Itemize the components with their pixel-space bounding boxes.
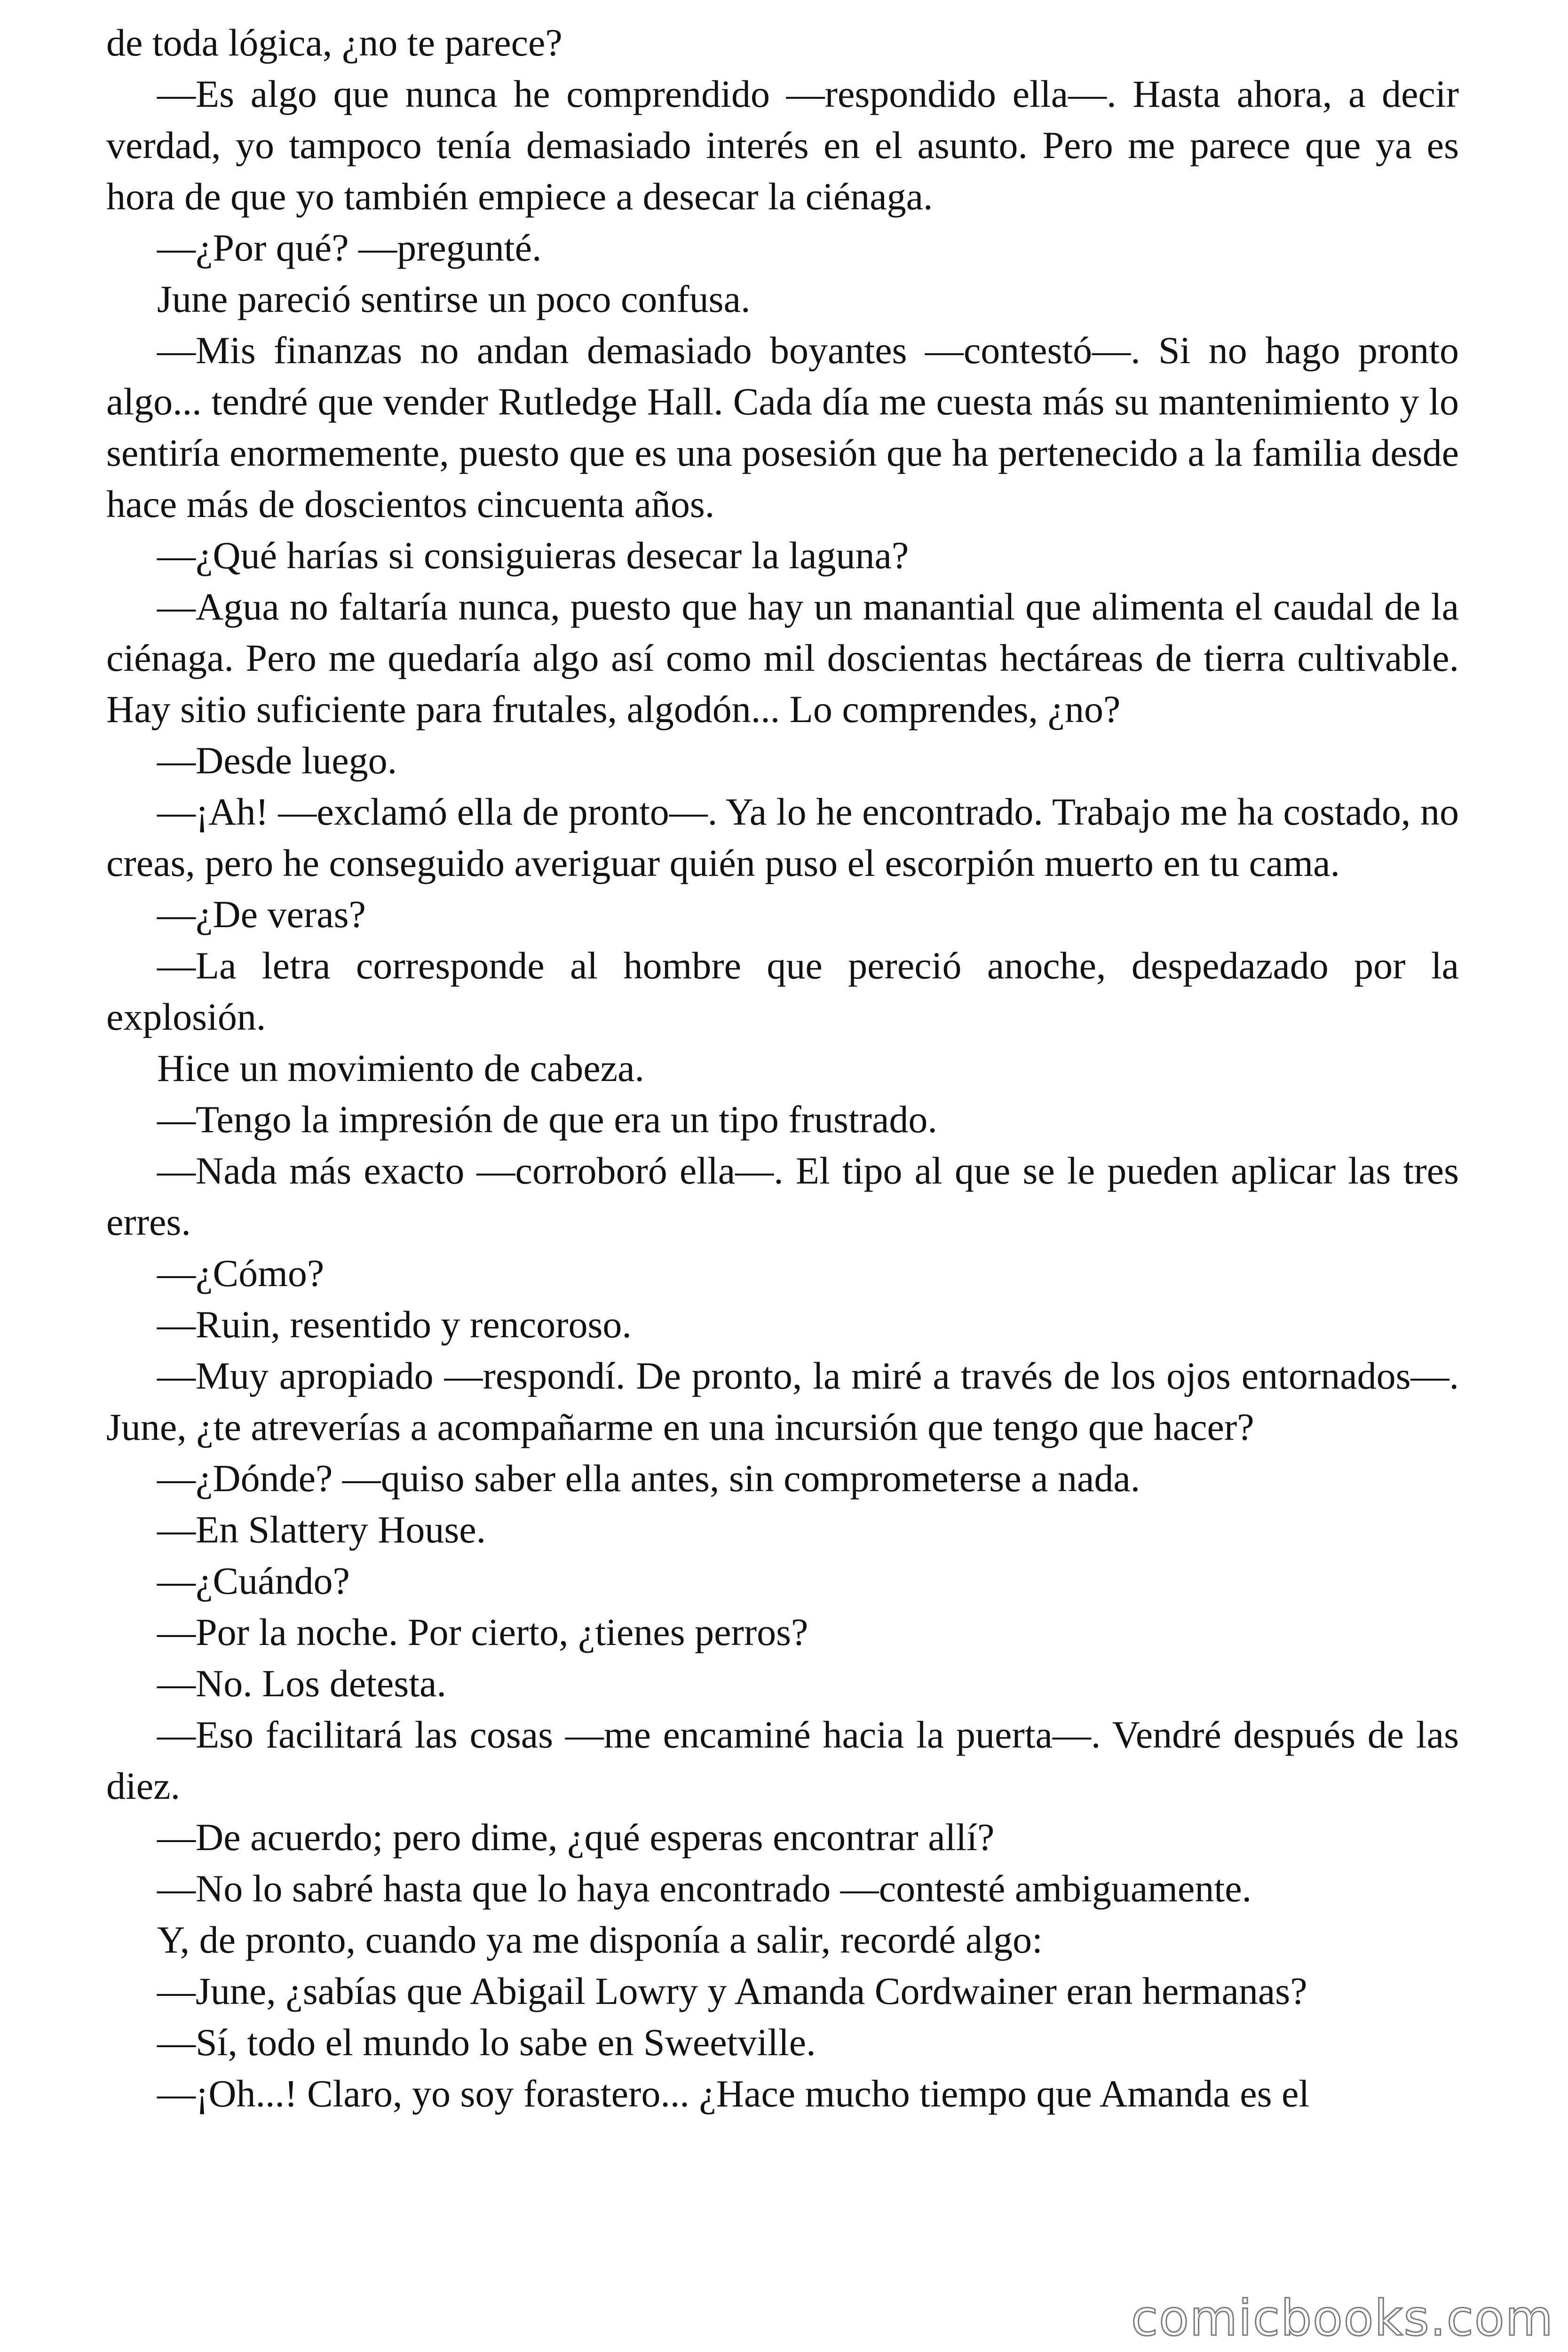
paragraph: June pareció sentirse un poco confusa.: [157, 278, 751, 320]
paragraph: —¿Cuándo?: [157, 1559, 350, 1602]
paragraph: —La letra corresponde al hombre que pereció anoche, despedazado por la explosión.: [106, 944, 1459, 1038]
paragraph: Hice un movimiento de cabeza.: [157, 1047, 644, 1089]
paragraph: —¿Dónde? —quiso saber ella antes, sin comprometerse a nada.: [157, 1457, 1140, 1500]
paragraph: —En Slattery House.: [157, 1508, 486, 1551]
paragraph: —No. Los detesta.: [157, 1662, 446, 1705]
paragraph: —Es algo que nunca he comprendido —respondido ella—. Hasta ahora, a decir verdad, yo tampoco tenía demasiado interés en el asunto. Pero me parece que ya es hora de que yo también empiece a desecar la ciénaga.: [106, 72, 1459, 218]
paragraph: —June, ¿sabías que Abigail Lowry y Amanda Cordwainer eran hermanas?: [157, 1970, 1307, 2012]
paragraph: —Tengo la impresión de que era un tipo frustrado.: [157, 1098, 937, 1141]
paragraph: —Desde luego.: [157, 739, 397, 782]
paragraph: —¿Por qué? —pregunté.: [157, 226, 542, 269]
paragraph: —Por la noche. Por cierto, ¿tienes perros?: [157, 1611, 808, 1653]
paragraph: —¡Oh...! Claro, yo soy forastero... ¿Hace mucho tiempo que Amanda es el: [157, 2072, 1310, 2115]
paragraph: —¿De veras?: [157, 893, 366, 936]
paragraph: —No lo sabré hasta que lo haya encontrado —contesté ambiguamente.: [157, 1867, 1252, 1910]
paragraph: —¿Qué harías si consiguieras desecar la laguna?: [157, 534, 909, 577]
paragraph: —¡Ah! —exclamó ella de pronto—. Ya lo he encontrado. Trabajo me ha costado, no creas, pero he conseguido averiguar quién puso el escorpión muerto en tu cama.: [106, 790, 1459, 884]
page-body-text: [106, 17, 1459, 2119]
paragraph: —¿Cómo?: [157, 1252, 325, 1295]
paragraph: —Mis finanzas no andan demasiado boyantes —contestó—. Si no hago pronto algo... tendré que vender Rutledge Hall. Cada día me cuesta más su mantenimiento y lo sentiría enormemente, puesto que es una posesión que ha pertenecido a la familia desde hace más de doscientos cincuenta años.: [106, 329, 1459, 525]
paragraph: —Nada más exacto —corroboró ella—. El tipo al que se le pueden aplicar las tres erres.: [106, 1149, 1459, 1243]
paragraph: Y, de pronto, cuando ya me disponía a salir, recordé algo:: [157, 1918, 1043, 1961]
watermark: comicbooks.com: [1131, 2289, 1554, 2347]
paragraph: —Muy apropiado —respondí. De pronto, la miré a través de los ojos entornados—. June, ¿te atreverías a acompañarme en una incursión que tengo que hacer?: [106, 1354, 1459, 1448]
paragraph: —Agua no faltaría nunca, puesto que hay un manantial que alimenta el caudal de la ciénaga. Pero me quedaría algo así como mil doscientas hectáreas de tierra cultivable. Hay sitio suficiente para frutales, algodón... Lo comprendes, ¿no?: [106, 585, 1459, 731]
paragraph: de toda lógica, ¿no te parece?: [106, 21, 562, 64]
paragraph: —De acuerdo; pero dime, ¿qué esperas encontrar allí?: [157, 1816, 995, 1859]
paragraph: —Eso facilitará las cosas —me encaminé hacia la puerta—. Vendré después de las diez.: [106, 1713, 1459, 1807]
paragraph: —Sí, todo el mundo lo sabe en Sweetville.: [157, 2021, 816, 2064]
paragraph: —Ruin, resentido y rencoroso.: [157, 1303, 632, 1346]
